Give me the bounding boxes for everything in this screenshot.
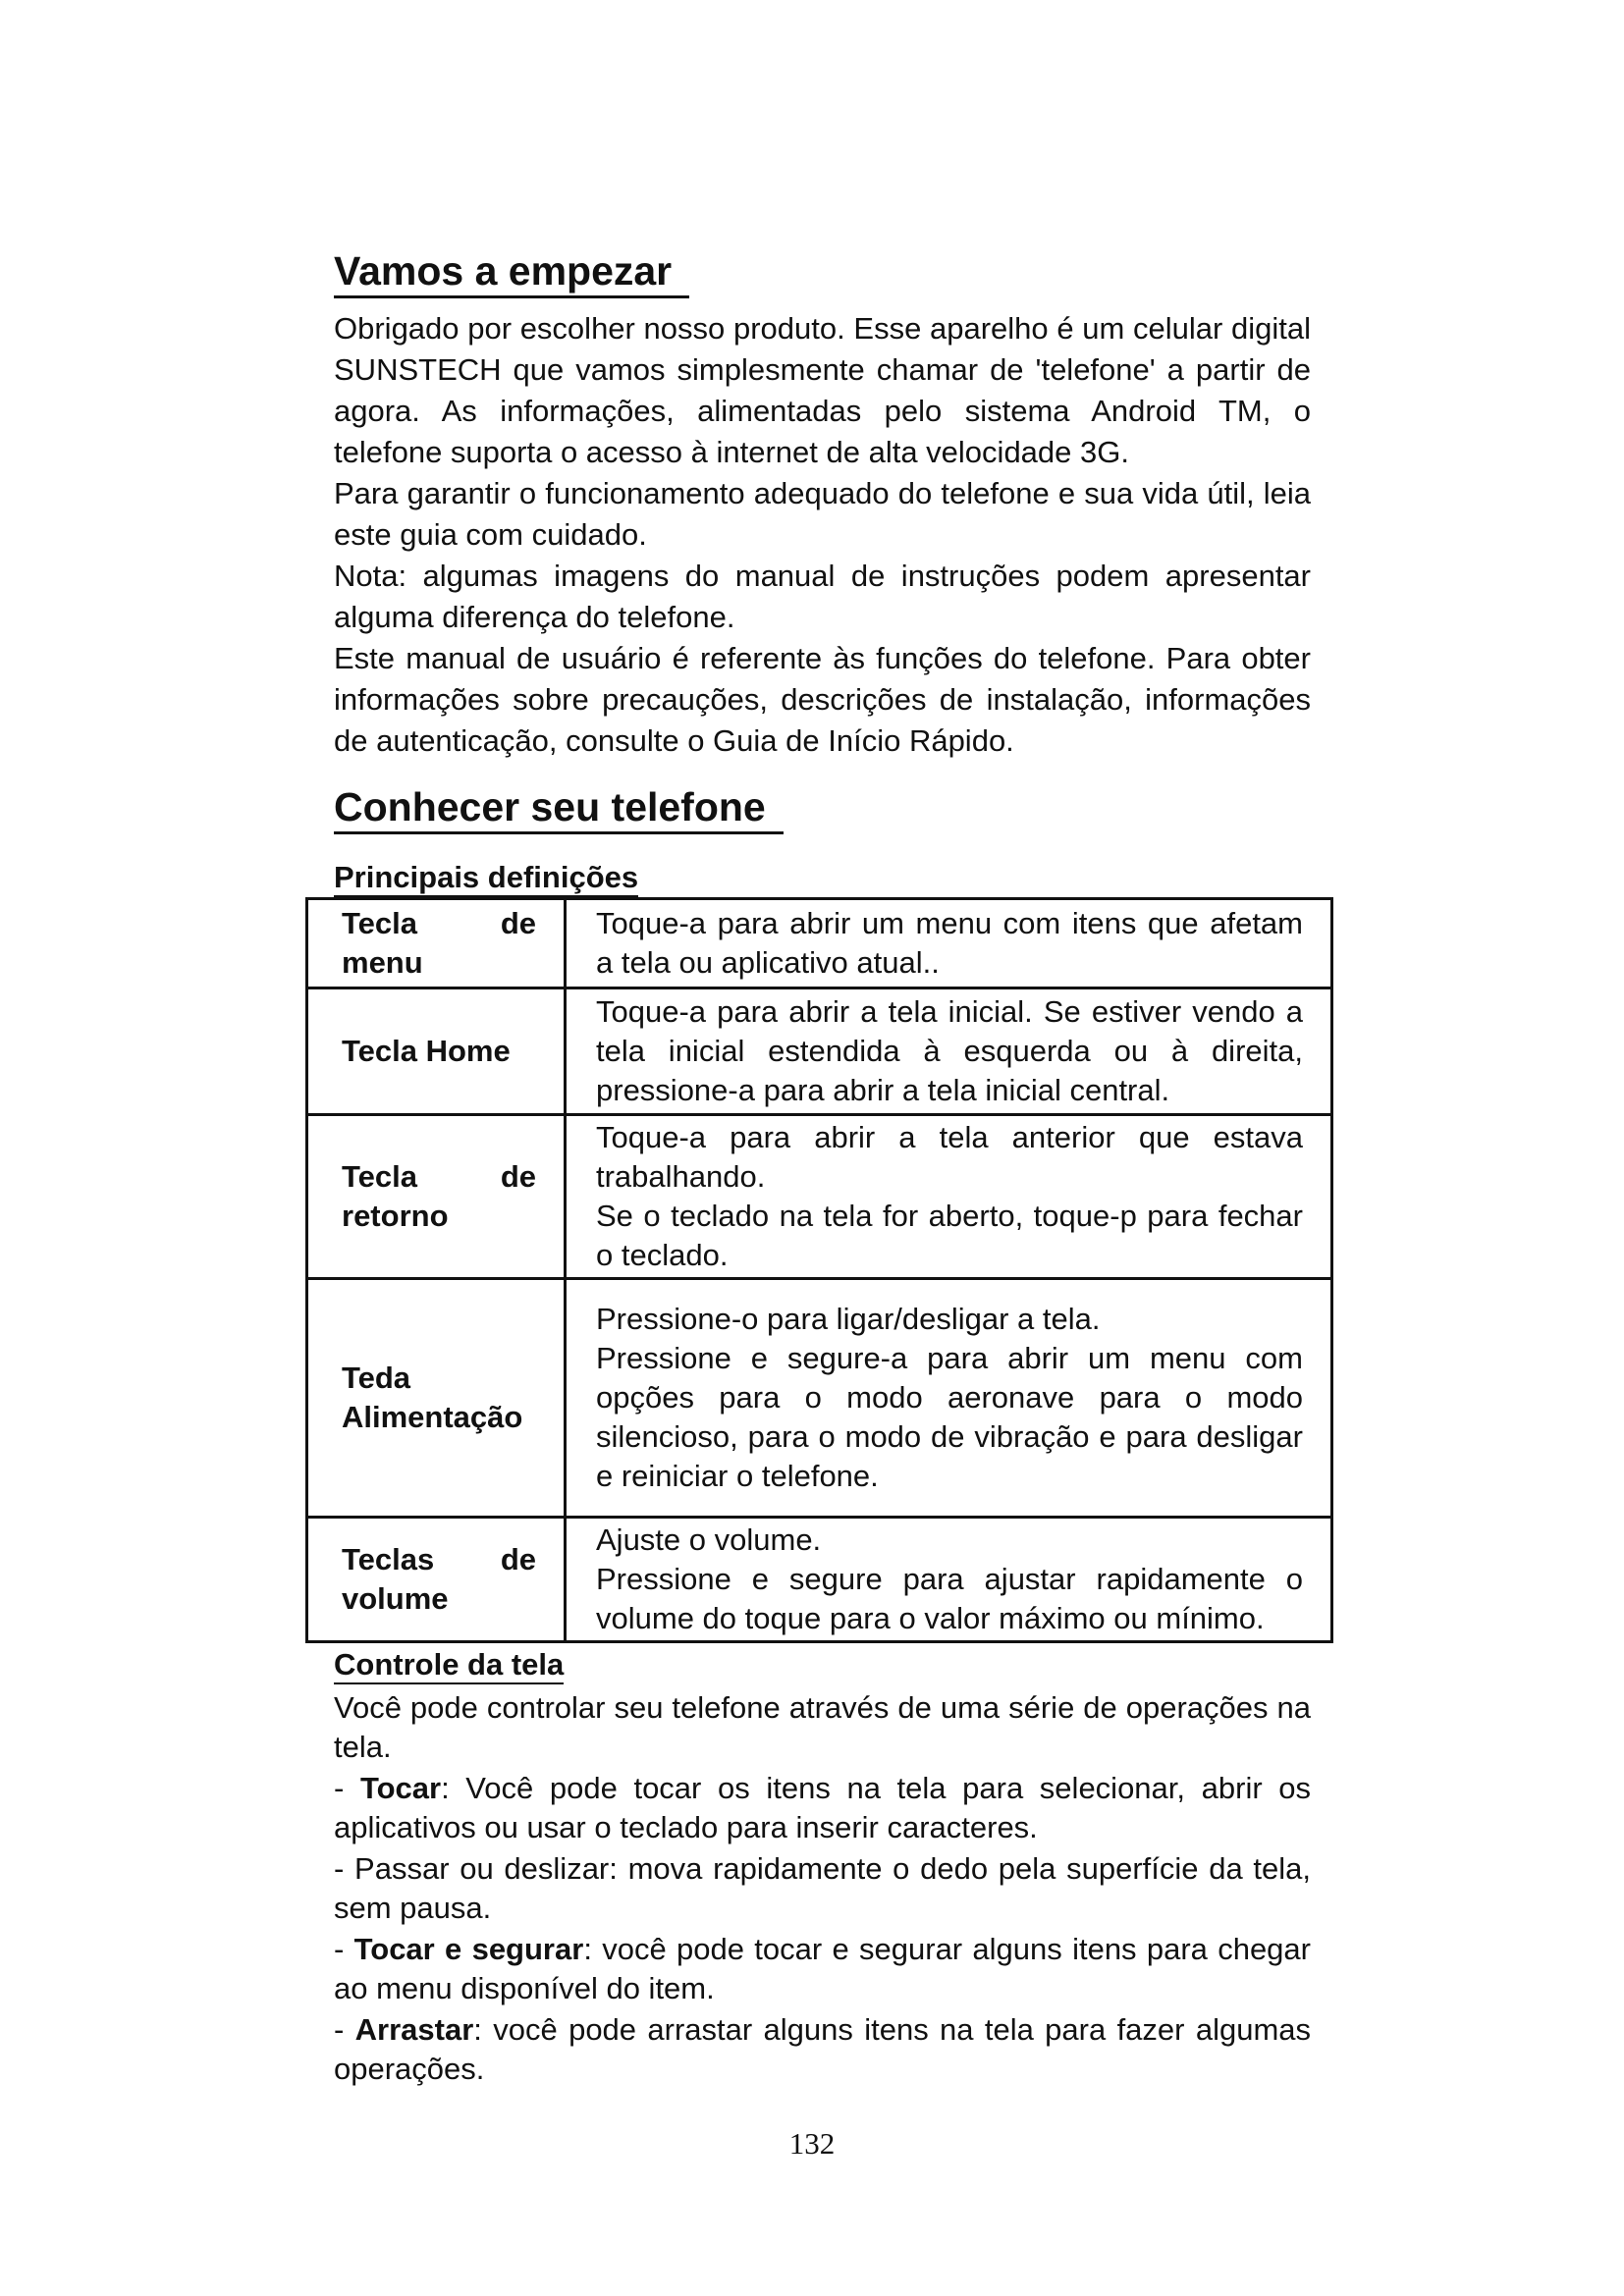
intro-paragraph: Este manual de usuário é referente às funções do telefone. Para obter informações sobre precauções, descrições de instalação, informações de autenticação, consulte o Guia de Início Rápido. xyxy=(334,641,1311,759)
key-description-cell xyxy=(566,1115,1332,1279)
key-name: retorno xyxy=(342,1199,449,1234)
list-bullet: - xyxy=(334,1851,355,1887)
page-number: 132 xyxy=(788,2126,836,2161)
key-description-cell xyxy=(566,988,1332,1115)
key-name: Teda xyxy=(342,1361,411,1396)
list-text: : você pode tocar e segurar alguns itens para chegar ao menu disponível do item. xyxy=(334,1932,1311,2006)
key-description: Ajuste o volume. xyxy=(596,1522,822,1558)
key-name-cell xyxy=(307,899,566,988)
key-description: Toque-a para abrir a tela anterior que estava trabalhando. xyxy=(596,1120,1303,1195)
key-name: volume xyxy=(342,1581,449,1617)
key-name: menu xyxy=(342,945,423,981)
key-name: de xyxy=(500,1542,536,1577)
key-description: Pressione e segure-a para abrir um menu com opções para o modo aeronave para o modo silencioso, para o modo de vibração e para desligar e reiniciar o telefone. xyxy=(596,1341,1303,1494)
screen-control-heading: Controle da tela xyxy=(334,1647,564,1684)
section-title-getting-started: Vamos a empezar xyxy=(334,247,689,298)
page-content xyxy=(334,247,1311,2091)
intro-paragraph: Para garantir o funcionamento adequado do telefone e sua vida útil, leia este guia com cuidado. xyxy=(334,476,1311,553)
list-text: Passar ou deslizar: mova rapidamente o dedo pela superfície da tela, sem pausa. xyxy=(334,1851,1312,1926)
list-term: Tocar e segurar xyxy=(353,1932,584,1967)
key-name: Tecla xyxy=(342,906,417,941)
key-description-cell xyxy=(566,1279,1332,1518)
list-term: Tocar xyxy=(359,1771,442,1806)
list-item xyxy=(334,1849,1311,1928)
key-name-cell xyxy=(307,988,566,1115)
table-row xyxy=(307,1518,1332,1642)
key-name-cell xyxy=(307,1115,566,1279)
key-name: Tecla Home xyxy=(342,1034,511,1069)
key-description: Se o teclado na tela for aberto, toque-p para fechar o teclado. xyxy=(596,1199,1303,1273)
key-name-cell xyxy=(307,1518,566,1642)
key-name: Tecla xyxy=(342,1159,417,1195)
list-bullet: - xyxy=(334,1932,354,1967)
key-description: Pressione-o para ligar/desligar a tela. xyxy=(596,1302,1101,1337)
list-item xyxy=(334,1769,1311,1847)
key-name: de xyxy=(500,906,536,941)
key-definitions-table xyxy=(305,897,1333,1643)
list-bullet: - xyxy=(334,2012,355,2048)
list-term: Arrastar xyxy=(354,2012,474,2048)
section-title-know-your-phone: Conhecer seu telefone xyxy=(334,783,784,834)
list-item xyxy=(334,1930,1311,2008)
table-row xyxy=(307,1115,1332,1279)
list-item xyxy=(334,2010,1311,2089)
key-description: Pressione e segure para ajustar rapidamente o volume do toque para o valor máximo ou mínimo. xyxy=(596,1562,1303,1636)
key-description: Toque-a para abrir a tela inicial. Se estiver vendo a tela inicial estendida à esquerda ou à direita, pressione-a para abrir a tela inicial central. xyxy=(596,994,1303,1108)
screen-control-text xyxy=(334,1688,1311,2089)
definitions-heading: Principais definições xyxy=(334,860,638,897)
key-description-cell xyxy=(566,1518,1332,1642)
list-text: : você pode arrastar alguns itens na tela para fazer algumas operações. xyxy=(334,2012,1312,2087)
intro-paragraph: Nota: algumas imagens do manual de instruções podem apresentar alguma diferença do telefone. xyxy=(334,559,1311,635)
intro-paragraph: Obrigado por escolher nosso produto. Esse aparelho é um celular digital SUNSTECH que vamos simplesmente chamar de 'telefone' a partir de agora. As informações, alimentadas pelo sistema Android TM, o telefone suporta o acesso à internet de alta velocidade 3G. xyxy=(334,311,1311,470)
key-name: Alimentação xyxy=(342,1400,523,1435)
intro-text xyxy=(334,308,1311,762)
key-description: Toque-a para abrir um menu com itens que afetam a tela ou aplicativo atual.. xyxy=(596,906,1303,981)
table-row xyxy=(307,1279,1332,1518)
screen-control-intro: Você pode controlar seu telefone através de uma série de operações na tela. xyxy=(334,1690,1311,1765)
list-bullet: - xyxy=(334,1771,360,1806)
table-row xyxy=(307,899,1332,988)
key-name: Teclas xyxy=(342,1542,435,1577)
key-name-cell xyxy=(307,1279,566,1518)
section-getting-started xyxy=(334,247,1311,762)
key-description-cell xyxy=(566,899,1332,988)
section-know-your-phone xyxy=(334,783,1311,2089)
list-text: : Você pode tocar os itens na tela para selecionar, abrir os aplicativos ou usar o teclado para inserir caracteres. xyxy=(334,1771,1312,1845)
table-row xyxy=(307,988,1332,1115)
key-name: de xyxy=(500,1159,536,1195)
